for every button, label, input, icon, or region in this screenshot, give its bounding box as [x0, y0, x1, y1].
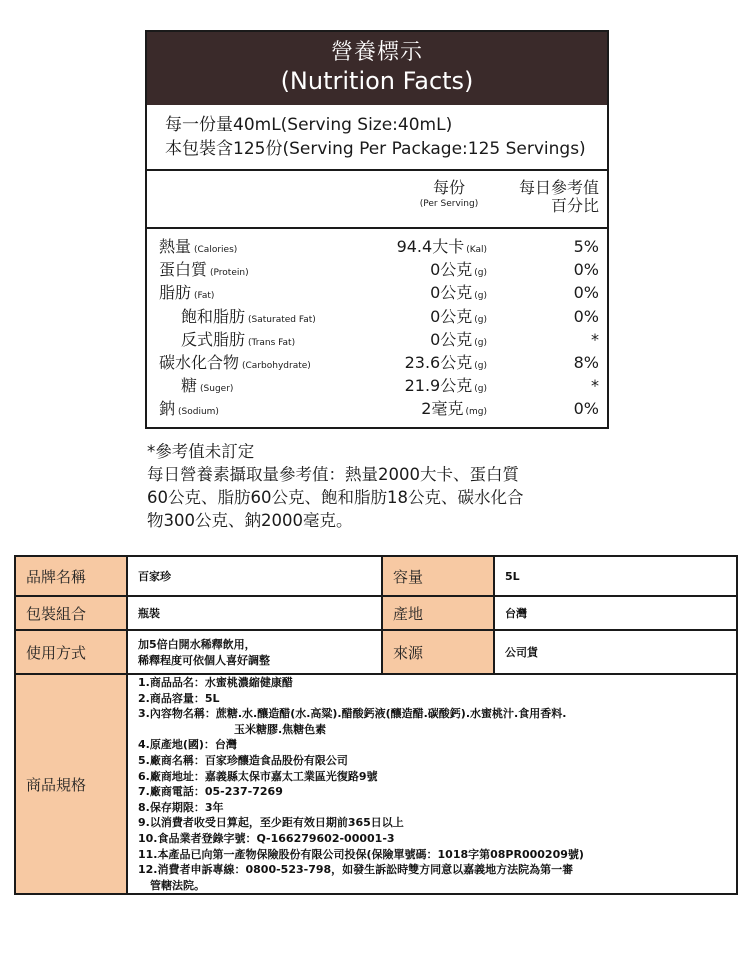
daily-value-header [519, 179, 599, 215]
spec-line: 7.廠商電話：05-237-7269 [138, 785, 283, 799]
nutrient-row-carbohydrate [147, 351, 607, 374]
info-row-spec [15, 674, 737, 894]
nutrient-daily-value: 0% [573, 260, 599, 280]
nutrient-unit: (g) [474, 337, 487, 348]
info-row-usage [15, 630, 737, 674]
nutrition-title-en: (Nutrition Facts) [280, 67, 474, 95]
nutrient-row-trans-fat [147, 328, 607, 351]
nutrient-row-fat [147, 281, 607, 304]
spec-line: 10.食品業者登錄字號：Q-166279602-00001-3 [138, 831, 395, 845]
nutrient-row-sugar [147, 374, 607, 397]
brand-value: 百家珍 [127, 556, 382, 596]
origin-label: 產地 [382, 596, 494, 630]
nutrient-name: 反式脂肪 [181, 329, 246, 349]
nutrient-row-protein [147, 258, 607, 281]
nutrient-unit: (mg) [465, 407, 487, 418]
spec-line: 12.消費者申訴專線：0800-523-798，如發生訴訟時雙方同意以嘉義地方法院為第一審 [138, 863, 574, 877]
serving-size: 每一份量40mL(Serving Size:40mL) [165, 115, 453, 135]
source-label: 來源 [382, 630, 494, 674]
nutrient-name-en: (Sodium) [178, 407, 219, 418]
nutrient-unit: (g) [474, 268, 487, 279]
nutrient-amount: 0公克 [430, 283, 473, 303]
spec-line: 1.商品品名：水蜜桃濃縮健康醋 [138, 676, 293, 689]
capacity-value: 5L [494, 556, 737, 596]
nutrient-name: 鈉 [159, 399, 176, 419]
per-serving-label: 每份 [432, 178, 465, 197]
usage-line: 加5倍白開水稀釋飲用， [138, 638, 256, 651]
info-row-brand [15, 556, 737, 596]
package-value: 瓶裝 [127, 596, 382, 630]
nutrition-title-zh: 營養標示 [330, 40, 423, 65]
usage-label: 使用方式 [15, 630, 127, 674]
nutrient-unit: (Kal) [466, 245, 487, 255]
nutrient-name: 糖 [181, 376, 198, 396]
nutrient-row-calories [147, 235, 607, 258]
spec-line: 玉米糖膠.焦糖色素 [234, 722, 327, 736]
brand-label: 品牌名稱 [15, 556, 127, 596]
nutrient-unit: (g) [474, 314, 487, 325]
product-info-table [14, 555, 738, 895]
spec-line: 8.保存期限：3年 [138, 800, 224, 814]
info-row-package [15, 596, 737, 630]
footnote-line: *參考值未訂定 [147, 442, 255, 461]
nutrient-daily-value: * [591, 329, 599, 349]
nutrient-daily-value: 8% [573, 352, 599, 372]
daily-value-label-line2: 百分比 [550, 196, 599, 215]
spec-line: 4.原產地(國)：台灣 [138, 738, 237, 752]
spec-label: 商品規格 [15, 674, 127, 894]
spec-line: 9.以消費者收受日算起，至少距有效日期前365日以上 [138, 816, 404, 830]
serving-info [147, 105, 607, 171]
nutrient-amount: 0公克 [430, 306, 473, 326]
nutrient-daily-value: 0% [573, 399, 599, 419]
usage-value [127, 630, 382, 674]
nutrient-unit: (g) [474, 360, 487, 371]
nutrient-name-en: (Protein) [210, 268, 249, 279]
per-serving-label-en: (Per Serving) [419, 199, 479, 209]
footnote-line: 每日營養素攝取量參考值：熱量2000大卡、蛋白質 [147, 465, 519, 484]
spec-line: 11.本產品已向第一產物保險股份有限公司投保(保險單號碼：1018字第08PR000209號) [138, 847, 584, 861]
spec-line: 3.內容物名稱：蔗糖.水.釀造醋(水.高粱).醋酸鈣液(釀造醋.碳酸鈣).水蜜桃汁.食用香料. [138, 707, 567, 721]
nutrient-unit: (g) [474, 384, 487, 395]
servings-per-package: 本包裝含125份(Serving Per Package:125 Servings) [165, 139, 586, 159]
spec-line: 5.廠商名稱：百家珍釀造食品股份有限公司 [138, 753, 348, 767]
nutrient-rows [147, 229, 607, 427]
nutrient-name: 脂肪 [159, 283, 192, 303]
nutrition-header [145, 30, 609, 105]
nutrition-body [145, 105, 609, 429]
nutrient-amount: 23.6公克 [404, 352, 473, 372]
usage-line: 稀釋程度可依個人喜好調整 [138, 654, 270, 667]
nutrient-name-en: (Saturated Fat) [248, 314, 316, 325]
origin-value: 台灣 [494, 596, 737, 630]
nutrient-name: 碳水化合物 [159, 352, 240, 372]
per-serving-header [409, 179, 489, 211]
nutrition-facts-panel [145, 30, 609, 429]
spec-line: 6.廠商地址：嘉義縣太保市嘉太工業區光復路9號 [138, 769, 378, 783]
spec-value [127, 674, 737, 894]
nutrient-amount: 0公克 [430, 329, 473, 349]
nutrient-name-en: (Suger) [200, 384, 234, 395]
nutrient-daily-value: 5% [573, 237, 599, 256]
nutrient-amount: 94.4大卡 [396, 237, 465, 256]
capacity-label: 容量 [382, 556, 494, 596]
source-value: 公司貨 [494, 630, 737, 674]
spec-line: 管轄法院。 [150, 878, 205, 892]
nutrient-name-en: (Calories) [194, 245, 238, 255]
nutrient-name-en: (Carbohydrate) [242, 360, 311, 371]
daily-value-label-line1: 每日參考值 [518, 178, 599, 197]
column-headers [147, 171, 607, 229]
nutrient-name: 飽和脂肪 [181, 306, 246, 326]
package-label: 包裝組合 [15, 596, 127, 630]
spec-line: 2.商品容量：5L [138, 691, 220, 705]
footnote-line: 60公克、脂肪60公克、飽和脂肪18公克、碳水化合 [147, 488, 524, 507]
nutrient-name: 蛋白質 [159, 260, 208, 280]
nutrient-name-en: (Fat) [194, 291, 215, 302]
nutrition-footnote [147, 440, 617, 532]
nutrient-row-saturated-fat [147, 305, 607, 328]
nutrient-unit: (g) [474, 291, 487, 302]
nutrient-amount: 0公克 [430, 260, 473, 280]
nutrient-daily-value: * [591, 376, 599, 396]
footnote-line: 物300公克、鈉2000毫克。 [147, 511, 353, 530]
nutrient-amount: 21.9公克 [404, 376, 473, 396]
nutrient-daily-value: 0% [573, 306, 599, 326]
nutrient-name: 熱量 [159, 237, 192, 256]
nutrient-amount: 2毫克 [421, 399, 464, 419]
nutrient-row-sodium [147, 397, 607, 420]
nutrient-name-en: (Trans Fat) [248, 337, 296, 348]
nutrient-daily-value: 0% [573, 283, 599, 303]
